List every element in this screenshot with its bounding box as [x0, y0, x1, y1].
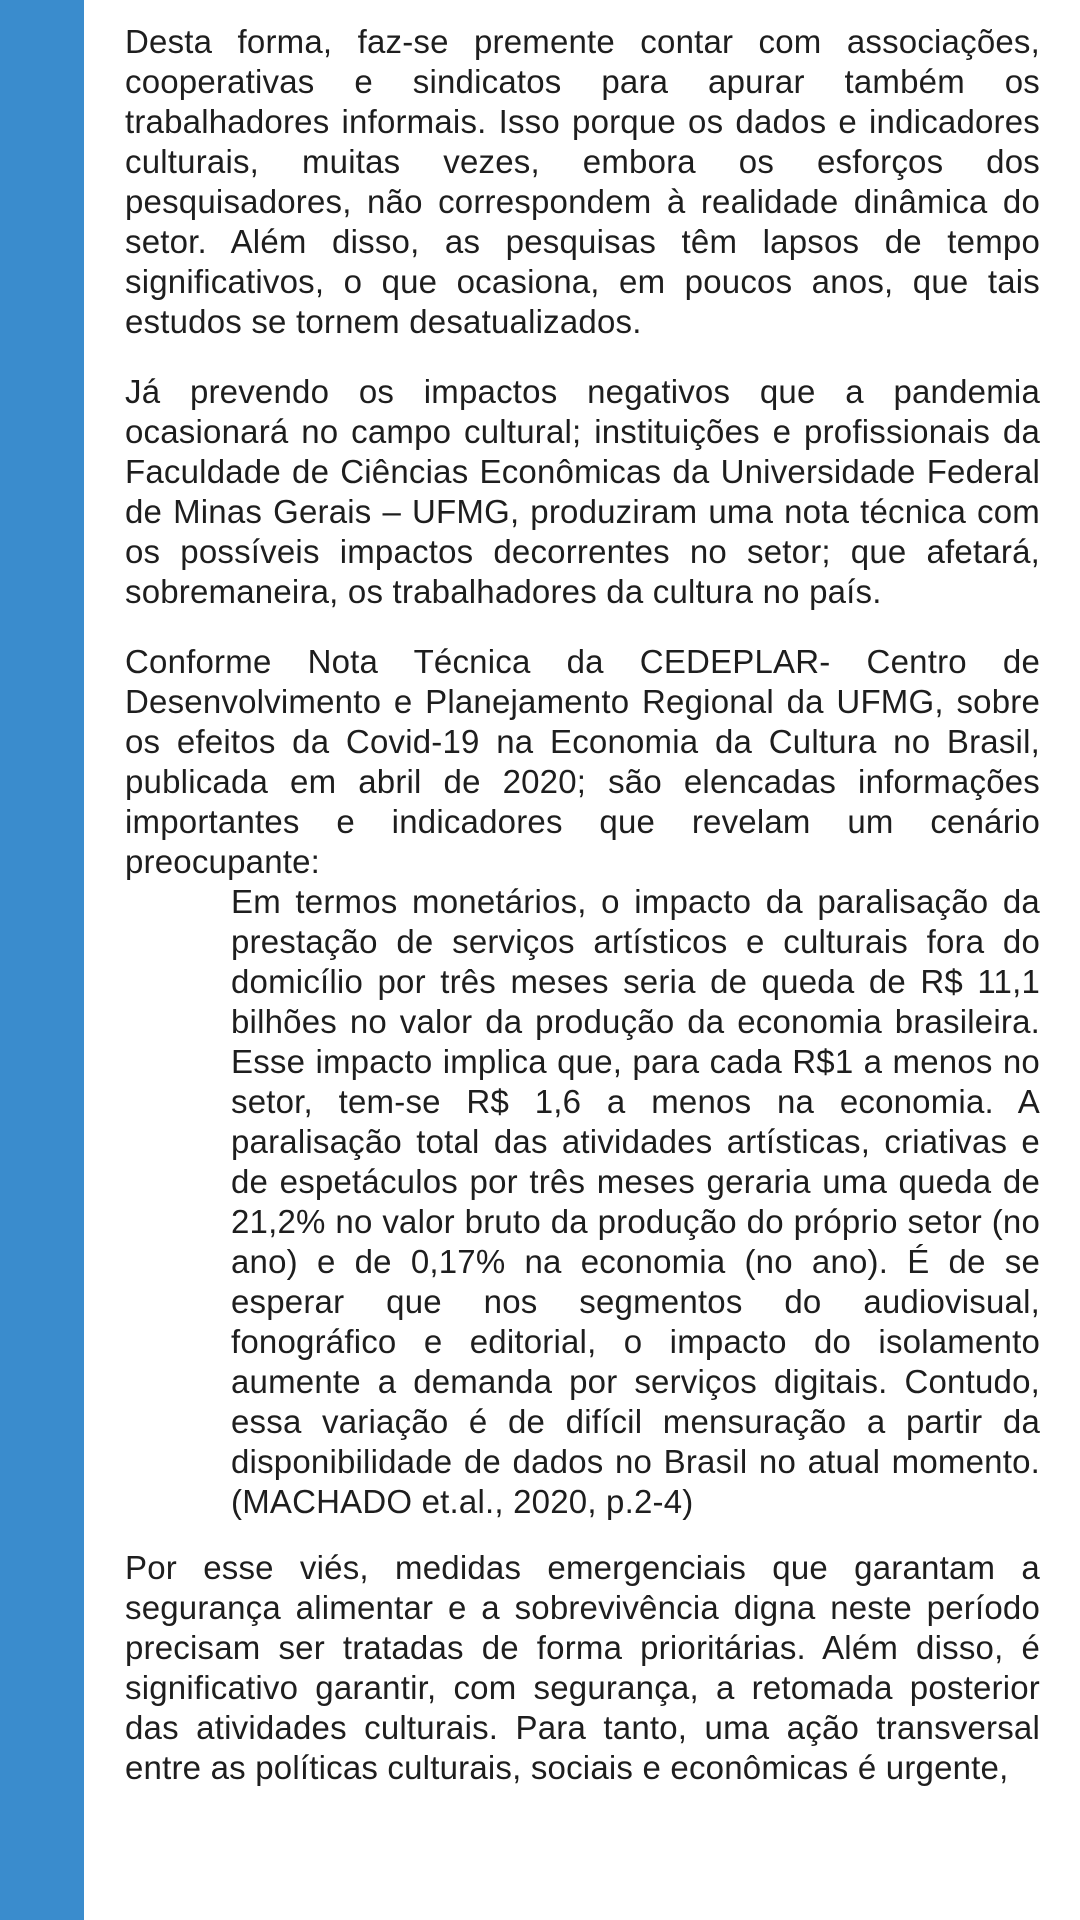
document-body	[125, 22, 1040, 1818]
paragraph-emergency-measures: Por esse viés, medidas emergenciais que garantam a segurança alimentar e a sobrevivência digna neste período precisam ser tratadas de forma prioritárias. Além disso, é significativo garantir, com segurança, a retomada posterior das atividades culturais. Para tanto, uma ação transversal entre as políticas culturais, sociais e econômicas é urgente,	[125, 1549, 1040, 1786]
paragraph-pandemic-impacts: Já prevendo os impactos negativos que a pandemia ocasionará no campo cultural; instituições e profissionais da Faculdade de Ciências Econômicas da Universidade Federal de Minas Gerais – UFMG, produziram uma nota técnica com os possíveis impactos decorrentes no setor; que afetará, sobremaneira, os trabalhadores da cultura no país.	[125, 373, 1040, 610]
side-color-bar	[0, 0, 84, 1920]
paragraph-cedeplar-note: Conforme Nota Técnica da CEDEPLAR- Centro de Desenvolvimento e Planejamento Regional da UFMG, sobre os efeitos da Covid-19 na Economia da Cultura no Brasil, publicada em abril de 2020; são elencadas informações importantes e indicadores que revelam um cenário preocupante:	[125, 643, 1040, 880]
paragraph-informal-workers: Desta forma, faz-se premente contar com associações, cooperativas e sindicatos para apurar também os trabalhadores informais. Isso porque os dados e indicadores culturais, muitas vezes, embora os esforços dos pesquisadores, não correspondem à realidade dinâmica do setor. Além disso, as pesquisas têm lapsos de tempo significativos, o que ocasiona, em poucos anos, que tais estudos se tornem desatualizados.	[125, 23, 1040, 340]
block-quote: Em termos monetários, o impacto da paralisação da prestação de serviços artísticos e culturais fora do domicílio por três meses seria de queda de R$ 11,1 bilhões no valor da produção da economia brasileira. Esse impacto implica que, para cada R$1 a menos no setor, tem-se R$ 1,6 a menos na economia. A paralisação total das atividades artísticas, criativas e de espetáculos por três meses geraria uma queda de 21,2% no valor bruto da produção do próprio setor (no ano) e de 0,17% na economia (no ano). É de se esperar que nos segmentos do audiovisual, fonográfico e editorial, o impacto do isolamento aumente a demanda por serviços digitais. Contudo, essa variação é de difícil mensuração a partir da disponibilidade de dados no Brasil no atual momento. (MACHADO et.al., 2020, p.2-4)	[231, 883, 1040, 1520]
